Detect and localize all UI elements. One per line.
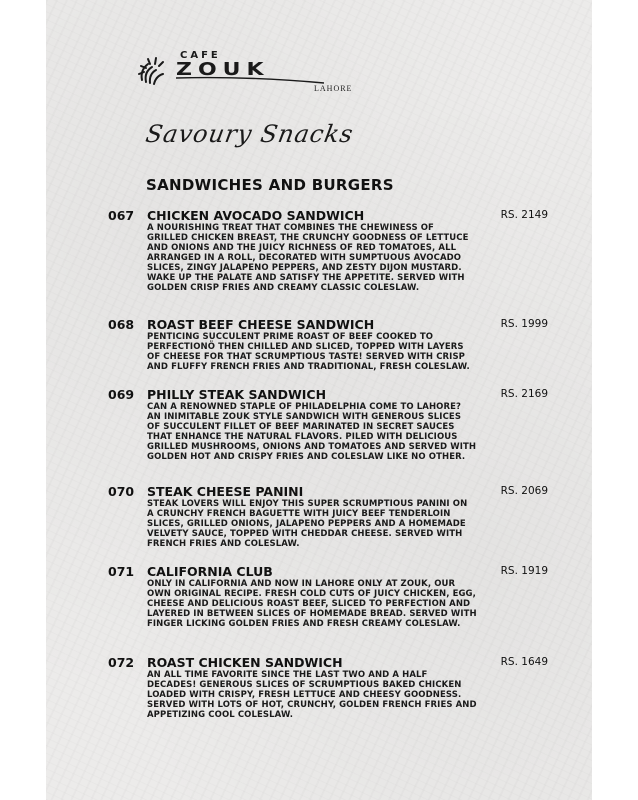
item-number: 071 bbox=[108, 564, 135, 579]
item-number: 072 bbox=[108, 655, 135, 670]
menu-page bbox=[46, 0, 592, 800]
logo-city-text: LAHORE bbox=[314, 84, 353, 93]
item-description: CAN A RENOWNED STAPLE OF PHILADELPHIA COME TO LAHORE? AN INIMITABLE ZOUK STYLE SANDWICH WITH GENEROUS SLICES OF SUCCULENT FILLET OF BEEF MARINATED IN SECRET SAUCES THAT ENHANCE THE NATURAL FLAVORS. PILED WITH DELICIOUS GRILLED MUSHROOMS, ONIONS AND TOMATOES AND SERVED WITH GOLDEN HOT AND CRISPY FRIES AND COLESLAW LIKE NO OTHER. bbox=[147, 402, 477, 462]
item-price: RS. 1919 bbox=[500, 565, 548, 577]
item-name: ROAST CHICKEN SANDWICH bbox=[147, 655, 343, 670]
item-price: RS. 1649 bbox=[500, 656, 548, 668]
sun-swirl-icon bbox=[136, 54, 172, 90]
logo-cafe-text: CAFE bbox=[180, 50, 221, 61]
cafe-zouk-logo bbox=[136, 52, 366, 96]
menu-title: Savoury Snacks bbox=[143, 120, 356, 148]
item-price: RS. 2169 bbox=[500, 388, 548, 400]
item-number: 068 bbox=[108, 317, 135, 332]
item-description: AN ALL TIME FAVORITE SINCE THE LAST TWO AND A HALF DECADES! GENEROUS SLICES OF SCRUMPTIOUS BAKED CHICKEN LOADED WITH CRISPY, FRESH LETTUCE AND CHEESY GOODNESS. SERVED WITH LOTS OF HOT, CRUNCHY, GOLDEN FRENCH FRIES AND APPETIZING COOL COLESLAW. bbox=[147, 670, 477, 720]
item-price: RS. 2069 bbox=[500, 485, 548, 497]
item-name: CHICKEN AVOCADO SANDWICH bbox=[147, 208, 365, 223]
item-number: 070 bbox=[108, 484, 135, 499]
item-price: RS. 2149 bbox=[500, 209, 548, 221]
item-name: STEAK CHEESE PANINI bbox=[147, 484, 304, 499]
item-name: PHILLY STEAK SANDWICH bbox=[147, 387, 327, 402]
item-name: ROAST BEEF CHEESE SANDWICH bbox=[147, 317, 375, 332]
logo-zouk-text: ZOUK bbox=[176, 60, 270, 80]
item-name: CALIFORNIA CLUB bbox=[147, 564, 273, 579]
item-number: 067 bbox=[108, 208, 135, 223]
item-description: PENTICING SUCCULENT PRIME ROAST OF BEEF COOKED TO PERFECTIONÖ THEN CHILLED AND SLICED, TOPPED WITH LAYERS OF CHEESE FOR THAT SCRUMPTIOUS TASTE! SERVED WITH CRISP AND FLUFFY FRENCH FRIES AND TRADITIONAL, FRESH COLESLAW. bbox=[147, 332, 470, 372]
section-title: SANDWICHES AND BURGERS bbox=[146, 176, 394, 194]
item-price: RS. 1999 bbox=[500, 318, 548, 330]
item-description: STEAK LOVERS WILL ENJOY THIS SUPER SCRUMPTIOUS PANINI ON A CRUNCHY FRENCH BAGUETTE WITH JUICY BEEF TENDERLOIN SLICES, GRILLED ONIONS, JALAPENO PEPPERS AND A HOMEMADE VELVETY SAUCE, TOPPED WITH CHEDDAR CHEESE. SERVED WITH FRENCH FRIES AND COLESLAW. bbox=[147, 499, 468, 549]
item-description: ONLY IN CALIFORNIA AND NOW IN LAHORE ONLY AT ZOUK, OUR OWN ORIGINAL RECIPE. FRESH COLD CUTS OF JUICY CHICKEN, EGG, CHEESE AND DELICIOUS ROAST BEEF, SLICED TO PERFECTION AND LAYERED IN BETWEEN SLICES OF HOMEMADE BREAD. SERVED WITH FINGER LICKING GOLDEN FRIES AND FRESH CREAMY COLESLAW. bbox=[147, 579, 477, 629]
logo-swoosh-icon bbox=[176, 74, 326, 86]
item-number: 069 bbox=[108, 387, 135, 402]
item-description: A NOURISHING TREAT THAT COMBINES THE CHEWINESS OF GRILLED CHICKEN BREAST, THE CRUNCHY GOODNESS OF LETTUCE AND ONIONS AND THE JUICY RICHNESS OF RED TOMATOES, ALL ARRANGED IN A ROLL, DECORATED WITH SUMPTUOUS AVOCADO SLICES, ZINGY JALAPENO PEPPERS, AND ZESTY DIJON MUSTARD. WAKE UP THE PALATE AND SATISFY THE APPETITE. SERVED WITH GOLDEN CRISP FRIES AND CREAMY CLASSIC COLESLAW. bbox=[147, 223, 469, 293]
